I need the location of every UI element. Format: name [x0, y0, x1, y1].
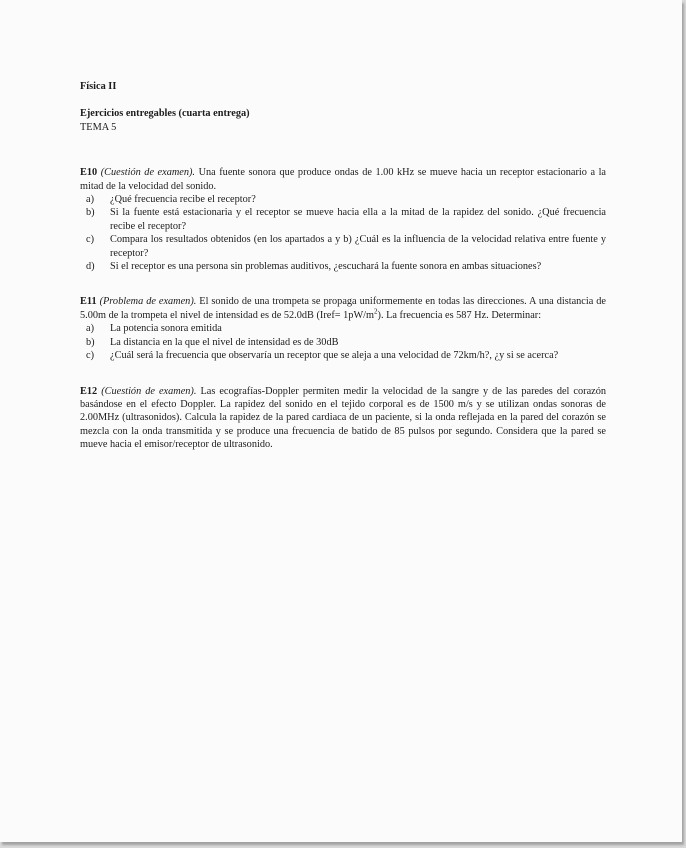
list-item — [86, 336, 606, 349]
exercise-intro-text: Una fuente sonora que produce ondas de 1.00 kHz se mueve hacia un receptor estacionario a la mitad de la velocidad del sonido. — [80, 167, 607, 192]
item-text: La distancia en la que el nivel de intensidad es de 30dB — [110, 336, 339, 348]
list-item — [86, 349, 606, 362]
list-item — [86, 260, 606, 273]
topic-title: TEMA 5 — [80, 121, 117, 133]
item-label: c) — [86, 234, 94, 246]
item-text: ¿Qué frecuencia recibe el receptor? — [110, 194, 256, 206]
exercise-kind: (Problema de examen). — [99, 296, 197, 308]
list-item — [86, 233, 606, 260]
item-text: ¿Cuál será la frecuencia que observaría un receptor que se aleja a una velocidad de 72km/h?, ¿y si se acerca? — [110, 350, 559, 362]
document-body — [80, 80, 606, 474]
exercise-number: E11 — [80, 296, 97, 308]
item-label: c) — [86, 350, 94, 362]
assignment-title: Ejercicios entregables (cuarta entrega) — [80, 108, 250, 120]
item-label: b) — [86, 207, 95, 219]
exercise-number: E10 — [80, 167, 98, 179]
course-title: Física II — [80, 81, 117, 92]
exercise-kind: (Cuestión de examen). — [101, 385, 197, 397]
exercise-number: E12 — [80, 385, 98, 397]
list-item — [86, 206, 606, 233]
exercise-intro-text-end: ). La frecuencia es 587 Hz. Determinar: — [377, 309, 542, 321]
item-text: Compara los resultados obtenidos (en los apartados a y b) ¿Cuál es la influencia de la velocidad relativa entre fuente y receptor? — [110, 234, 606, 259]
exercise-statement — [80, 385, 606, 452]
exercise-statement — [80, 295, 606, 322]
list-item — [86, 193, 606, 206]
exercise-intro-text: Las ecografías-Doppler permiten medir la velocidad de la sangre y de las paredes del corazón basándose en el efecto Doppler. La rapidez del sonido en el tejido corporal es de 1500 m/s y se utilizan ondas sonoras de 2.00MHz (ultrasonidos). Calcula la rapidez de la pared cardiaca de un paciente, si la onda reflejada en la pared del corazón se mezcla con la onda transmitida y se produce una frecuencia de batido de 85 pulsos por segundo. Considera que la pared se mueve hacia el emisor/receptor de ultrasonido. — [80, 385, 607, 451]
item-text: Si el receptor es una persona sin problemas auditivos, ¿escuchará la fuente sonora en ambas situaciones? — [110, 261, 542, 273]
exercise-e10 — [80, 166, 606, 273]
item-text: La potencia sonora emitida — [110, 323, 222, 335]
item-text: Si la fuente está estacionaria y el receptor se mueve hacia ella a la mitad de la rapidez del sonido. ¿Qué frecuencia recibe el receptor? — [110, 207, 606, 232]
exercise-e12 — [80, 385, 606, 452]
exercise-e11 — [80, 295, 606, 362]
item-label: a) — [86, 194, 94, 206]
exercise-items — [80, 322, 606, 362]
exponent: 2 — [374, 307, 378, 316]
exercise-intro-text: El sonido de una trompeta se propaga uniformemente en todas las direcciones. A una distancia de 5.00m de la trompeta el nivel de intensidad es de 52.0dB (Iref= 1pW/m — [80, 296, 606, 321]
exercise-statement — [80, 166, 606, 193]
item-label: a) — [86, 323, 94, 335]
exercise-kind: (Cuestión de examen). — [100, 167, 196, 179]
item-label: d) — [86, 261, 95, 273]
list-item — [86, 322, 606, 335]
item-label: b) — [86, 336, 95, 348]
exercise-items — [80, 193, 606, 273]
